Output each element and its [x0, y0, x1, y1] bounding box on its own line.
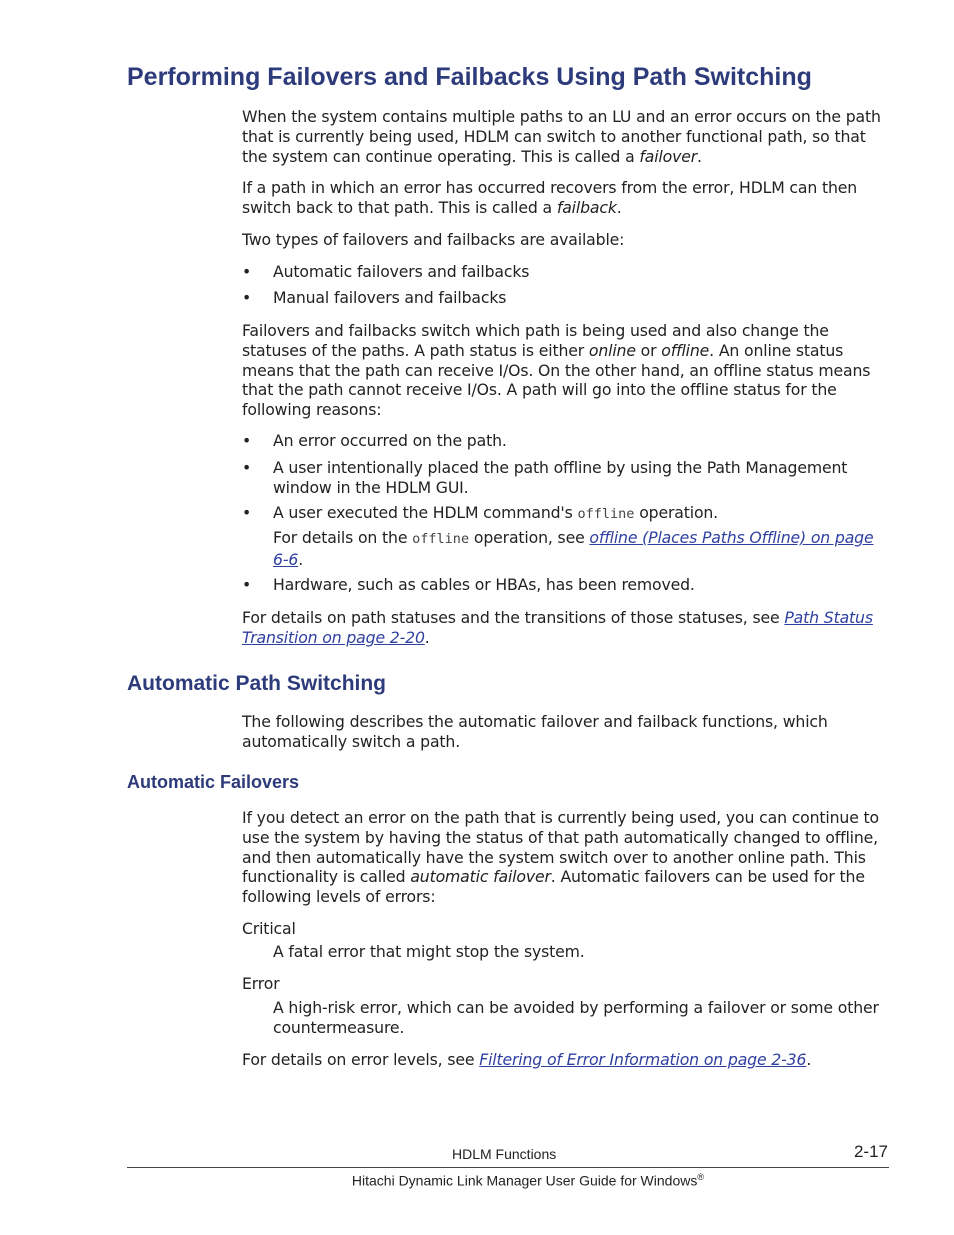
list-item: • Manual failovers and failbacks [242, 288, 507, 307]
definition-description: A fatal error that might stop the system. [273, 942, 585, 961]
definition-term: Error [242, 974, 280, 993]
paragraph-failover: When the system contains multiple paths to an LU and an error occurs on the path that is currently being used, HDLM can switch to another functional path, so that the system can continue operating. This is called a failover. [242, 107, 881, 166]
paragraph-path-status: For details on path statuses and the transitions of those statuses, see Path Status Transition on page 2-20. [242, 608, 873, 647]
filtering-error-info-link[interactable]: Filtering of Error Information on page 2-36 [479, 1050, 807, 1069]
list-item-detail: For details on the offline operation, see offline (Places Paths Offline) on page 6-6. [273, 528, 874, 569]
paragraph-failback: If a path in which an error has occurred recovers from the error, HDLM can then switch back to that path. This is called a failback. [242, 178, 858, 217]
paragraph-automatic-failover: If you detect an error on the path that is currently being used, you can continue to use the system by having the status of that path automatically changed to offline, and then automatically have the system switch over to another online path. This functionality is called automatic failover. Automatic failovers can be used for the following levels of errors: [242, 808, 879, 907]
path-status-transition-link[interactable]: Path Status Transition on page 2-20 [242, 608, 873, 647]
footer-section-name: HDLM Functions [452, 1146, 557, 1162]
list-item: • A user executed the HDLM command's offline operation. [242, 503, 719, 522]
offline-operation-link[interactable]: offline (Places Paths Offline) on page 6-6 [273, 528, 874, 569]
list-item: • Automatic failovers and failbacks [242, 262, 530, 281]
paragraph-types: Two types of failovers and failbacks are available: [242, 230, 625, 249]
list-item: • Hardware, such as cables or HBAs, has been removed. [242, 575, 695, 594]
page-number: 2-17 [853, 1142, 888, 1161]
list-item: • An error occurred on the path. [242, 431, 507, 450]
list-item: • A user intentionally placed the path offline by using the Path Management window in the HDLM GUI. [242, 458, 848, 497]
footer-divider [127, 1167, 889, 1168]
definition-term: Critical [242, 919, 296, 938]
subsection-heading: Automatic Failovers [127, 772, 300, 792]
paragraph-automatic-switching: The following describes the automatic failover and failback functions, which automatically switch a path. [242, 712, 828, 751]
definition-description: A high-risk error, which can be avoided by performing a failover or some other countermeasure. [273, 998, 879, 1037]
section-heading: Automatic Path Switching [127, 672, 387, 695]
paragraph-statuses: Failovers and failbacks switch which path is being used and also change the statuses of the paths. A path status is either online or offline. An online status means that the path can receive I/Os. On the other hand, an offline status means that the path cannot receive I/Os. A path will go into the offline status for the following reasons: [242, 321, 871, 420]
paragraph-error-levels: For details on error levels, see Filtering of Error Information on page 2-36. [242, 1050, 812, 1069]
footer-document-title: Hitachi Dynamic Link Manager User Guide for Windows® [351, 1172, 704, 1189]
page-heading: Performing Failovers and Failbacks Using Path Switching [127, 63, 812, 91]
